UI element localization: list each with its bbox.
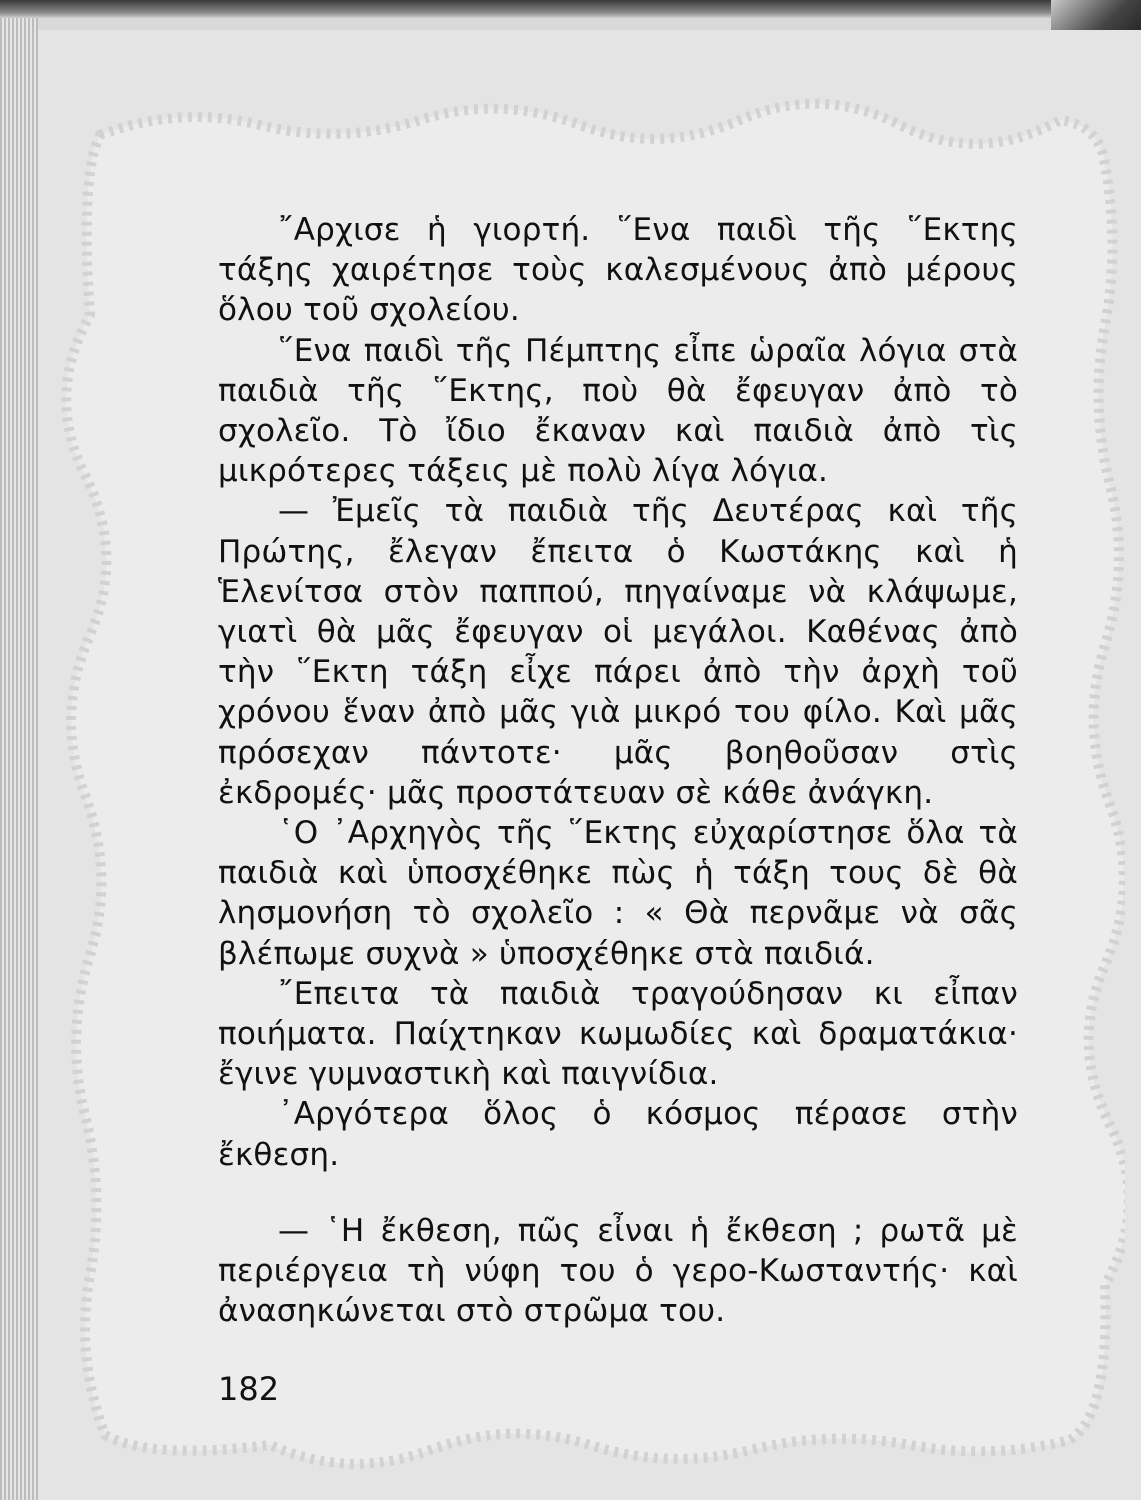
body-text: [218, 210, 1018, 1331]
paragraph-7: — ῾Η ἔκθεση, πῶς εἶναι ἡ ἔκθεση ; ρωτᾶ μὲ περιέργεια τὴ νύφη του ὁ γερο-Κωσταντής· καὶ ἀνασηκώνεται στὸ στρῶμα του.: [218, 1212, 1018, 1330]
page-number: 182: [218, 1370, 280, 1408]
page-edge-stack: [0, 18, 38, 1500]
paragraph-3: — Ἐμεῖς τὰ παιδιὰ τῆς Δευτέρας καὶ τῆς Πρώτης, ἔλεγαν ἔπειτα ὁ Κωστάκης καὶ ἡ Ἑλενίτσα στὸν παππού, πηγαίναμε νὰ κλάψωμε, γιατὶ θὰ μᾶς ἔφευγαν οἱ μεγάλοι. Καθένας ἀπὸ τὴν ῞Εκτη τάξη εἶχε πάρει ἀπὸ τὴν ἀρχὴ τοῦ χρόνου ἕναν ἀπὸ μᾶς γιὰ μικρό του φίλο. Καὶ μᾶς πρόσεχαν πάντοτε· μᾶς βοηθοῦσαν στὶς ἐκδρομές· μᾶς προστάτευαν σὲ κάθε ἀνάγκη.: [218, 493, 1018, 811]
paragraph-2: ῞Ενα παιδὶ τῆς Πέμπτης εἶπε ὡραῖα λόγια στὰ παιδιὰ τῆς ῞Εκτης, ποὺ θὰ ἔφευγαν ἀπὸ τὸ σχολεῖο. Τὸ ἴδιο ἔκαναν καὶ παιδιὰ ἀπὸ τὶς μικρότερες τάξεις μὲ πολὺ λίγα λόγια.: [218, 332, 1018, 490]
page-binding-shadow: [0, 0, 1141, 18]
paragraph-5: ῎Επειτα τὰ παιδιὰ τραγούδησαν κι εἶπαν ποιήματα. Παίχτηκαν κωμωδίες καὶ δραματάκια· ἔγινε γυμναστικὴ καὶ παιγνίδια.: [218, 975, 1018, 1093]
paragraph-4: ῾Ο ᾿Αρχηγὸς τῆς ῞Εκτης εὐχαρίστησε ὅλα τὰ παιδιὰ καὶ ὑποσχέθηκε πὼς ἡ τάξη τους δὲ θὰ λησμονήση τὸ σχολεῖο : « Θὰ περνᾶμε νὰ σᾶς βλέπωμε συχνὰ » ὑποσχέθηκε στὰ παιδιά.: [218, 815, 1018, 972]
paragraph-1: ῎Αρχισε ἡ γιορτή. ῞Ενα παιδὶ τῆς ῞Εκτης τάξης χαιρέτησε τοὺς καλεσμένους ἀπὸ μέρους ὅλου τοῦ σχολείου.: [218, 212, 1018, 329]
paragraph-6: ᾿Αργότερα ὅλος ὁ κόσμος πέρασε στὴν ἔκθεση.: [218, 1096, 1018, 1173]
